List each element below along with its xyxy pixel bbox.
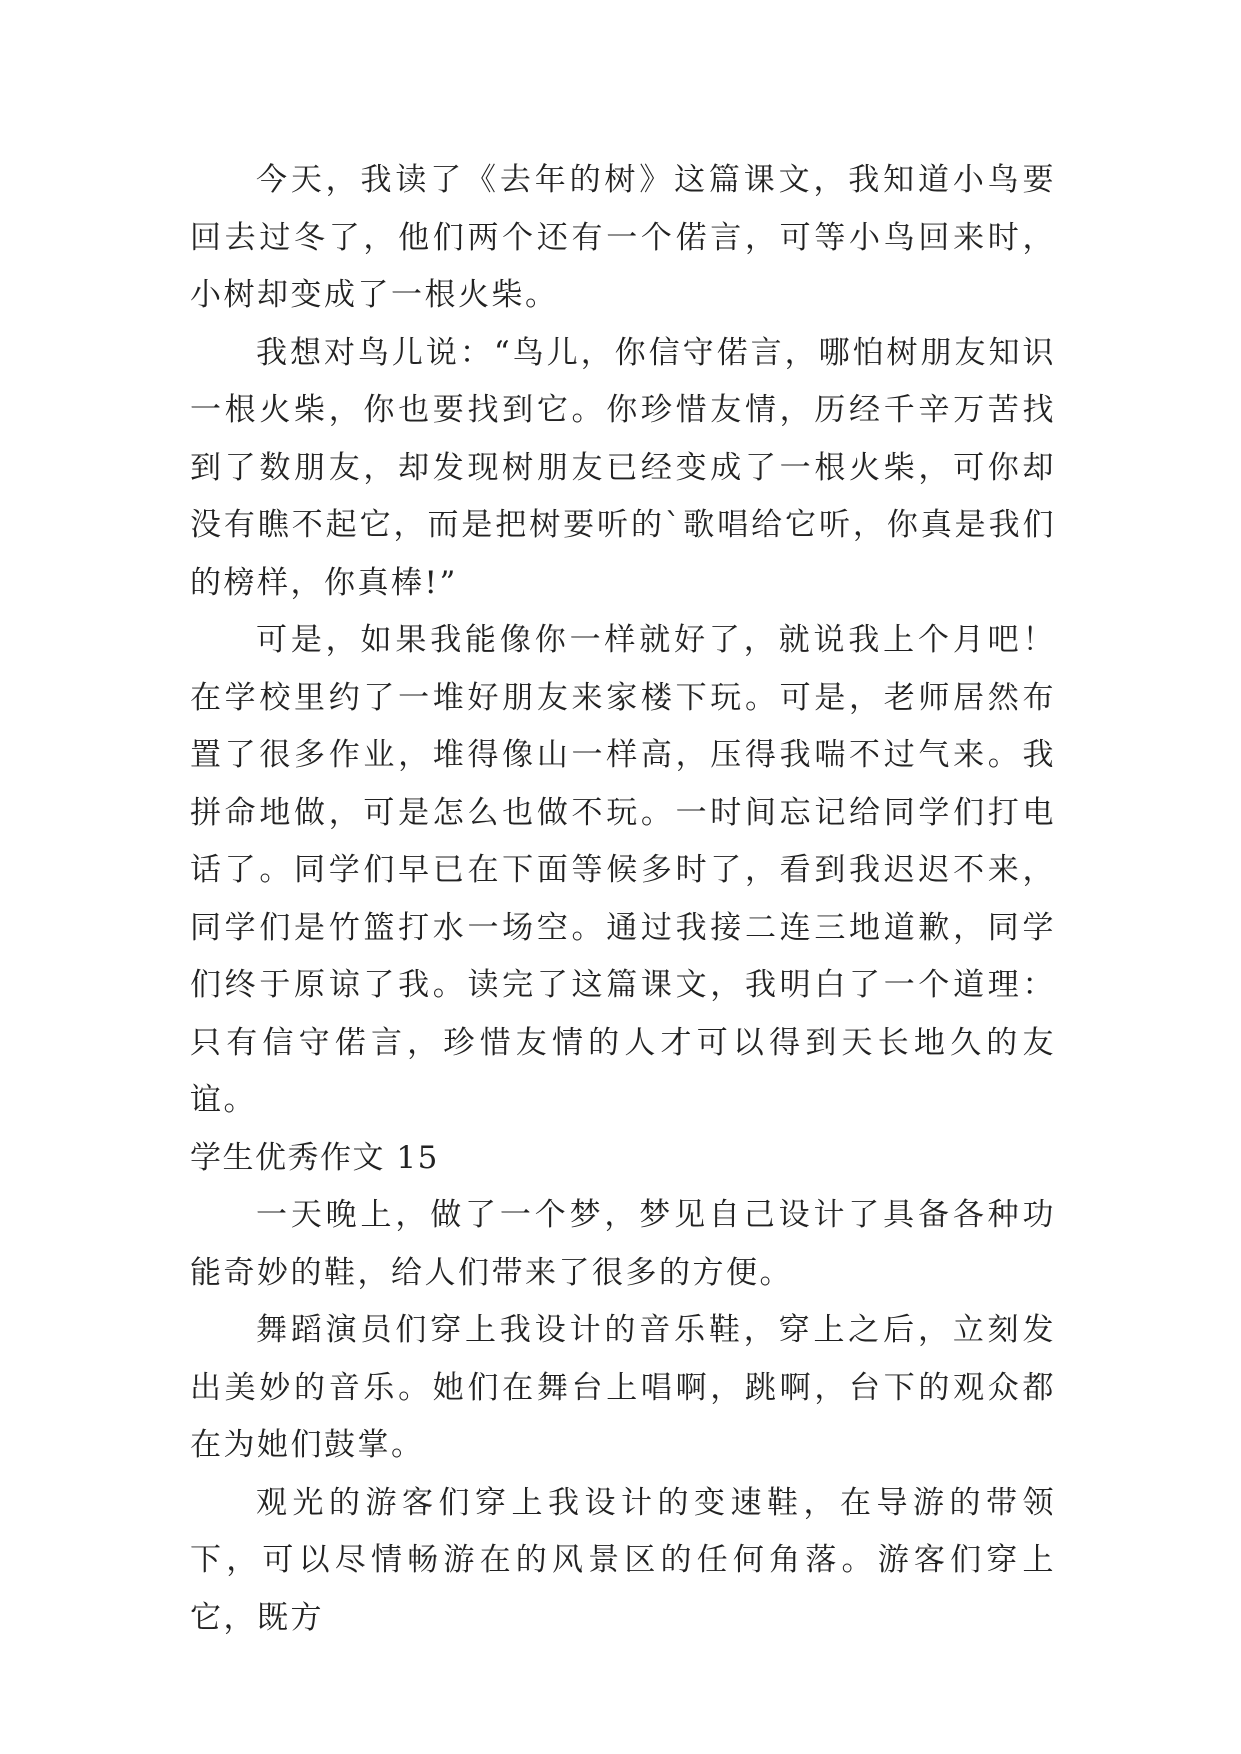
- paragraph-6: 观光的游客们穿上我设计的变速鞋，在导游的带领下，可以尽情畅游在的风景区的任何角落。游客们穿上它，既方: [190, 1484, 1056, 1636]
- paragraph-5: 舞蹈演员们穿上我设计的音乐鞋，穿上之后，立刻发出美妙的音乐。她们在舞台上唱啊，跳啊，台下的观众都在为她们鼓掌。: [190, 1312, 1056, 1463]
- paragraph-4: 一天晚上，做了一个梦，梦见自己设计了具备各种功能奇妙的鞋，给人们带来了很多的方便。: [190, 1197, 1056, 1291]
- paragraph-3: 可是，如果我能像你一样就好了，就说我上个月吧！在学校里约了一堆好朋友来家楼下玩。可是，老师居然布置了很多作业，堆得像山一样高，压得我喘不过气来。我拼命地做，可是怎么也做不玩。一时间忘记给同学们打电话了。同学们早已在下面等候多时了，看到我迟迟不来，同学们是竹篮打水一场空。通过我接二连三地道歉，同学们终于原谅了我。读完了这篇课文，我明白了一个道理：只有信守偌言，珍惜友情的人才可以得到天长地久的友谊。: [190, 622, 1056, 1118]
- section-title: 学生优秀作文 15: [190, 1139, 439, 1176]
- document-body: [190, 152, 1056, 1647]
- paragraph-2: 我想对鸟儿说：“鸟儿，你信守偌言，哪怕树朋友知识一根火柴，你也要找到它。你珍惜友情，历经千辛万苦找到了数朋友，却发现树朋友已经变成了一根火柴，可你却没有瞧不起它，而是把树要听的`歌唱给它听，你真是我们的榜样，你真棒!”: [190, 334, 1056, 601]
- paragraph-1: 今天，我读了《去年的树》这篇课文，我知道小鸟要回去过冬了，他们两个还有一个偌言，可等小鸟回来时，小树却变成了一根火柴。: [190, 162, 1056, 313]
